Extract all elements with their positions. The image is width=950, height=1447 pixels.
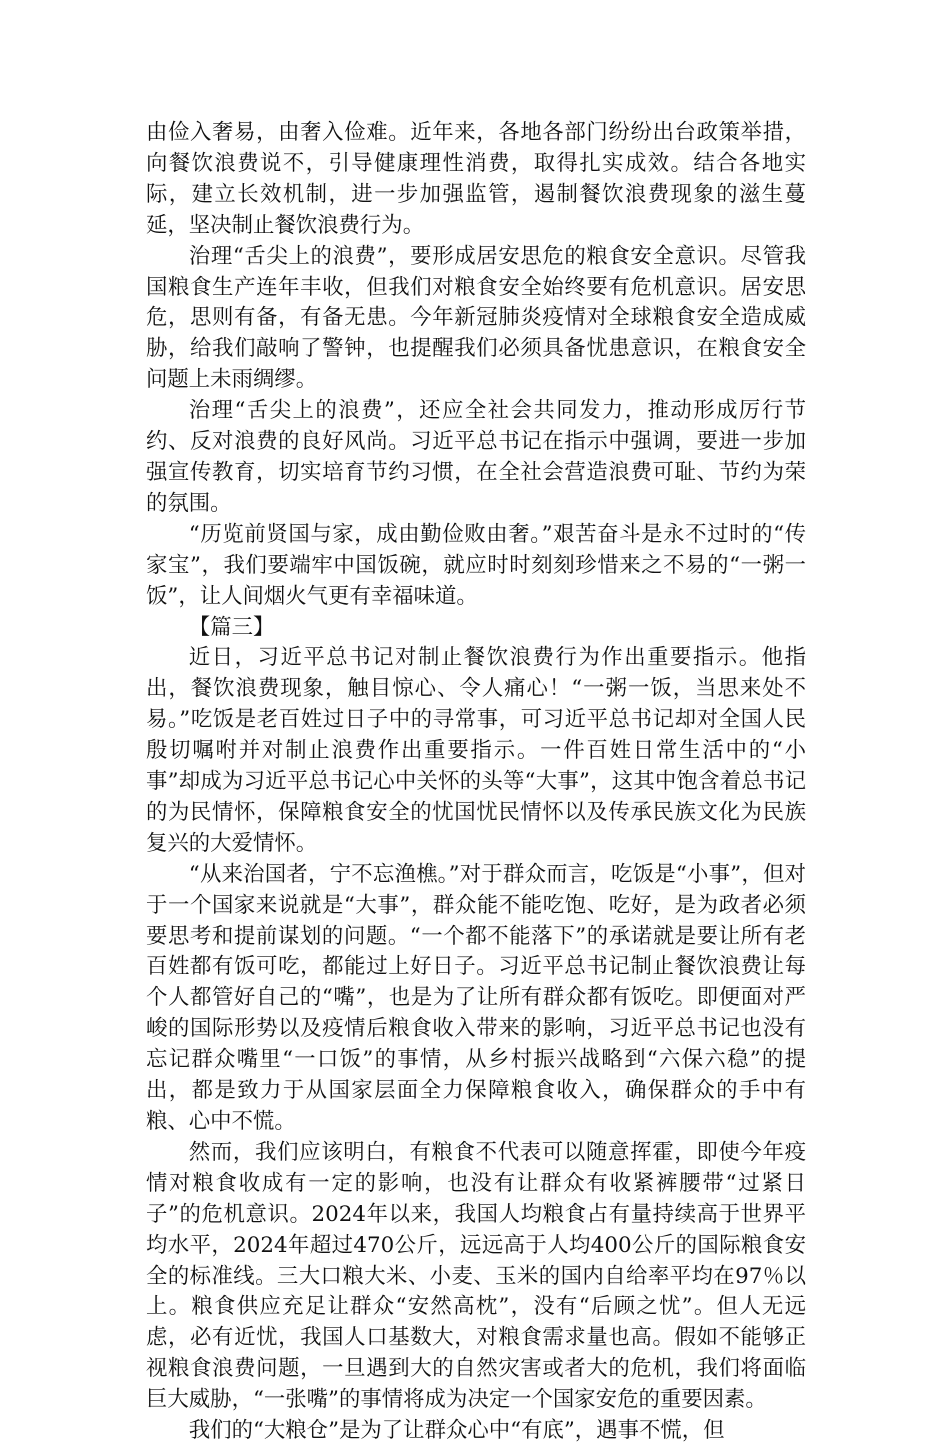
section-heading: 【篇三】 (188, 614, 275, 640)
paragraph-2: 治理“舌尖上的浪费”，要形成居安思危的粮食安全意识。尽管我国粮食生产连年丰收，但我们对粮食安全始终要有危机意识。居安思危，思则有备，有备无患。今年新冠肺炎疫情对全球粮食安全造成威胁，给我们敲响了警钟，也提醒我们必须具备忧患意识，在粮食安全问题上未雨绸缪。 (146, 243, 806, 393)
paragraph-5: 近日，习近平总书记对制止餐饮浪费行为作出重要指示。他指出，餐饮浪费现象，触目惊心、令人痛心！“一粥一饭，当思来处不易。”吃饭是老百姓过日子中的寻常事，可习近平总书记却对全国人民殷切嘱咐并对制止浪费作出重要指示。一件百姓日常生活中的“小事”却成为习近平总书记心中关怀的头等“大事”，这其中饱含着总书记的为民情怀，保障粮食安全的忧国忧民情怀以及传承民族文化为民族复兴的大爱情怀。 (146, 645, 806, 856)
paragraph-4: “历览前贤国与家，成由勤俭败由奢。”艰苦奋斗是永不过时的“传家宝”，我们要端牢中国饭碗，就应时时刻刻珍惜来之不易的“一粥一饭”，让人间烟火气更有幸福味道。 (146, 521, 806, 609)
paragraph-1: 由俭入奢易，由奢入俭难。近年来，各地各部门纷纷出台政策举措，向餐饮浪费说不，引导健康理性消费，取得扎实成效。结合各地实际，建立长效机制，进一步加强监管，遏制餐饮浪费现象的滋生蔓延，坚决制止餐饮浪费行为。 (146, 120, 806, 238)
paragraph-8: 我们的“大粮仓”是为了让群众心中“有底”，遇事不慌，但 (188, 1418, 725, 1444)
paragraph-7: 然而，我们应该明白，有粮食不代表可以随意挥霍，即使今年疫情对粮食收成有一定的影响，也没有让群众有收紧裤腰带“过紧日子”的危机意识。2024年以来，我国人均粮食占有量持续高于世界平均水平，2024年超过470公斤，远远高于人均400公斤的国际粮食安全的标准线。三大口粮大米、小麦、玉米的国内自给率平均在97％以上。粮食供应充足让群众“安然高枕”，没有“后顾之忧”。但人无远虑，必有近忧，我国人口基数大，对粮食需求量也高。假如不能够正视粮食浪费问题，一旦遇到大的自然灾害或者大的危机，我们将面临巨大威胁，“一张嘴”的事情将成为决定一个国家安危的重要因素。 (146, 1139, 806, 1413)
paragraph-3: 治理“舌尖上的浪费”，还应全社会共同发力，推动形成厉行节约、反对浪费的良好风尚。习近平总书记在指示中强调，要进一步加强宣传教育，切实培育节约习惯，在全社会营造浪费可耻、节约为荣的氛围。 (146, 398, 806, 516)
paragraph-6: “从来治国者，宁不忘渔樵。”对于群众而言，吃饭是“小事”，但对于一个国家来说就是“大事”，群众能不能吃饱、吃好，是为政者必须要思考和提前谋划的问题。“一个都不能落下”的承诺就是要让所有老百姓都有饭可吃，都能过上好日子。习近平总书记制止餐饮浪费让每个人都管好自己的“嘴”，也是为了让所有群众都有饭吃。即便面对严峻的国际形势以及疫情后粮食收入带来的影响，习近平总书记也没有忘记群众嘴里“一口饭”的事情，从乡村振兴战略到“六保六稳”的提出，都是致力于从国家层面全力保障粮食收入，确保群众的手中有粮、心中不慌。 (146, 861, 806, 1134)
document-page (146, 118, 806, 1447)
